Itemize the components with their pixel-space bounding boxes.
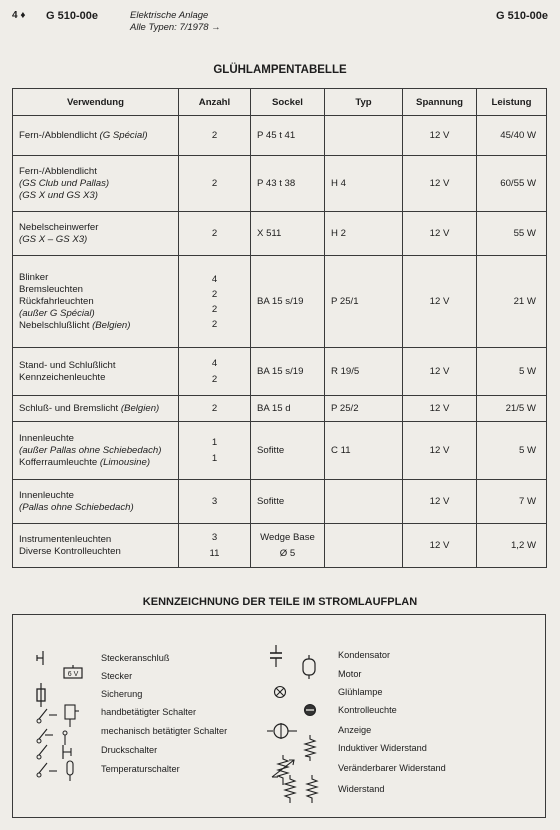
cell-sockel <box>251 256 325 348</box>
cell-spannung <box>403 116 477 156</box>
column-header-leistung: Leistung <box>477 89 547 116</box>
usage-text: Rückfahrleuchten <box>19 295 94 307</box>
count-value: 11 <box>209 547 220 559</box>
spannung-value: 12 V <box>429 178 450 189</box>
sockel-value: Sofitte <box>257 495 285 507</box>
leistung-value: 5 W <box>518 366 536 377</box>
usage-line <box>19 534 172 546</box>
usage-line <box>19 296 172 308</box>
usage-text: Instrumentenleuchten <box>19 533 112 545</box>
sockel-value: Ø 5 <box>279 547 296 559</box>
usage-text: Fern-/Abblendlicht <box>19 129 100 141</box>
legend-label-mechanical-switch: mechanisch betätigter Schalter <box>101 726 228 736</box>
cell-sockel <box>251 524 325 568</box>
cell-spannung <box>403 480 477 524</box>
cell-sockel <box>251 396 325 422</box>
spannung-value: 12 V <box>429 366 450 377</box>
usage-note: (Belgien) <box>92 319 131 331</box>
typ-value: R 19/5 <box>331 366 360 377</box>
sockel-value: BA 15 d <box>257 402 291 414</box>
temperature-switch-icon <box>35 757 75 781</box>
usage-text: Kofferraumleuchte <box>19 456 100 468</box>
table-header-row <box>13 89 547 116</box>
count-value: 2 <box>211 318 218 330</box>
count-value: 3 <box>211 495 218 507</box>
legend-label-fuse: Sicherung <box>101 689 143 699</box>
usage-line <box>19 360 172 372</box>
usage-line <box>19 308 172 320</box>
typ-value: P 25/2 <box>331 403 359 414</box>
usage-line <box>19 166 172 178</box>
cell-typ <box>325 256 403 348</box>
legend-label-inductive-resistor: Induktiver Widerstand <box>338 743 427 753</box>
cell-spannung <box>403 422 477 480</box>
column-header-typ: Typ <box>325 89 403 116</box>
usage-line <box>19 222 172 234</box>
usage-line <box>19 457 172 469</box>
cell-spannung <box>403 524 477 568</box>
usage-note: (GS X und GS X3) <box>19 189 98 201</box>
cell-typ <box>325 524 403 568</box>
cell-typ <box>325 422 403 480</box>
sockel-value: P 43 t 38 <box>257 177 296 189</box>
column-header-verwendung: Verwendung <box>13 89 179 116</box>
legend-label-variable-resistor: Veränderbarer Widerstand <box>338 763 446 773</box>
cell-leistung <box>477 116 547 156</box>
usage-line <box>19 403 172 415</box>
leistung-value: 1,2 W <box>510 540 536 551</box>
sockel-value: X 511 <box>257 227 282 239</box>
cell-leistung <box>477 480 547 524</box>
legend-label-pressure-switch: Druckschalter <box>101 745 158 755</box>
legend-title: KENNZEICHNUNG DER TEILE IM STROMLAUFPLAN <box>142 596 418 608</box>
usage-line <box>19 372 172 384</box>
table-row <box>13 156 547 212</box>
count-value: 1 <box>211 452 218 464</box>
subtitle-line-2: Alle Typen: 7/1978 → <box>130 22 221 33</box>
page-header <box>12 10 548 46</box>
cell-anzahl <box>179 156 251 212</box>
sockel-value: BA 15 s/19 <box>257 295 304 307</box>
table-row <box>13 422 547 480</box>
leistung-value: 45/40 W <box>500 130 536 141</box>
leistung-value: 21 W <box>513 296 536 307</box>
cell-anzahl <box>179 422 251 480</box>
count-value: 3 <box>211 531 218 543</box>
cell-leistung <box>477 396 547 422</box>
cell-anzahl <box>179 396 251 422</box>
spannung-value: 12 V <box>429 130 450 141</box>
usage-line <box>19 433 172 445</box>
count-value: 2 <box>211 129 218 141</box>
resistor-icon <box>305 775 319 803</box>
table-row <box>13 396 547 422</box>
column-header-anzahl: Anzahl <box>179 89 251 116</box>
usage-text: Schluß- und Bremslicht <box>19 402 121 414</box>
usage-line <box>19 490 172 502</box>
usage-line <box>19 320 172 332</box>
table-row <box>13 116 547 156</box>
legend-label-motor: Motor <box>338 669 362 679</box>
usage-text: Innenleuchte <box>19 432 74 444</box>
typ-value: H 2 <box>331 228 346 239</box>
connector-terminal-icon <box>35 651 51 665</box>
legend-label-bulb: Glühlampe <box>338 687 383 697</box>
usage-text: Stand- und Schlußlicht <box>19 359 116 371</box>
plug-symbol-text: 6 V <box>67 671 79 678</box>
document-subtitle <box>130 10 221 34</box>
usage-text: Innenleuchte <box>19 489 74 501</box>
cell-verwendung <box>13 212 179 256</box>
usage-note: (GS X – GS X3) <box>19 233 88 245</box>
usage-line <box>19 130 172 142</box>
spannung-value: 12 V <box>429 403 450 414</box>
usage-text: Blinker <box>19 271 49 283</box>
spannung-value: 12 V <box>429 296 450 307</box>
cell-typ <box>325 396 403 422</box>
cell-spannung <box>403 348 477 396</box>
cell-leistung <box>477 156 547 212</box>
cell-spannung <box>403 256 477 348</box>
legend-label-indicator-lamp: Kontrolleuchte <box>338 705 397 715</box>
cell-typ <box>325 480 403 524</box>
resistor-icon <box>283 775 297 803</box>
count-value: 2 <box>211 303 218 315</box>
plug-icon <box>63 665 83 681</box>
usage-note: (außer G Spécial) <box>19 307 95 319</box>
leistung-value: 55 W <box>513 228 536 239</box>
cell-anzahl <box>179 480 251 524</box>
count-value: 2 <box>211 373 218 385</box>
typ-value: P 25/1 <box>331 296 359 307</box>
usage-line <box>19 272 172 284</box>
legend-label-gauge: Anzeige <box>338 725 372 735</box>
usage-note: (Belgien) <box>120 402 160 414</box>
usage-line <box>19 502 172 514</box>
count-value: 2 <box>211 288 218 300</box>
cell-leistung <box>477 422 547 480</box>
cell-anzahl <box>179 256 251 348</box>
cell-verwendung <box>13 524 179 568</box>
table-body <box>13 116 547 568</box>
leistung-value: 60/55 W <box>500 178 536 189</box>
subtitle-line-1: Elektrische Anlage <box>130 10 209 21</box>
usage-note: (Pallas ohne Schiebedach) <box>19 501 134 513</box>
usage-line <box>19 178 172 190</box>
table-row <box>13 524 547 568</box>
leistung-value: 5 W <box>518 445 536 456</box>
inductive-resistor-icon <box>303 735 317 761</box>
spannung-value: 12 V <box>429 228 450 239</box>
usage-note: (außer Pallas ohne Schiebedach) <box>19 444 162 456</box>
count-value: 1 <box>211 436 218 448</box>
cell-spannung <box>403 212 477 256</box>
column-header-spannung: Spannung <box>403 89 477 116</box>
sockel-value: P 45 t 41 <box>257 129 296 141</box>
usage-text: Fern-/Abblendlicht <box>19 165 97 177</box>
cell-sockel <box>251 348 325 396</box>
cell-anzahl <box>179 212 251 256</box>
cell-typ <box>325 212 403 256</box>
usage-text: Nebelscheinwerfer <box>19 221 99 233</box>
cell-spannung <box>403 156 477 212</box>
cell-sockel <box>251 156 325 212</box>
cell-verwendung <box>13 396 179 422</box>
usage-text: Nebelschlußlicht <box>19 319 93 331</box>
cell-verwendung <box>13 156 179 212</box>
count-value: 2 <box>211 402 218 414</box>
bulb-icon <box>273 685 287 699</box>
cell-sockel <box>251 422 325 480</box>
typ-value: C 11 <box>331 445 351 456</box>
usage-note: (GS Club und Pallas) <box>19 177 110 189</box>
cell-verwendung <box>13 116 179 156</box>
legend-label-connector: Steckeranschluß <box>101 653 170 663</box>
table-row <box>13 256 547 348</box>
cell-typ <box>325 156 403 212</box>
typ-value: H 4 <box>331 178 346 189</box>
capacitor-icon <box>269 645 283 667</box>
count-value: 4 <box>211 273 218 285</box>
count-value: 2 <box>211 227 218 239</box>
usage-line <box>19 234 172 246</box>
cell-sockel <box>251 212 325 256</box>
cell-sockel <box>251 116 325 156</box>
usage-line <box>19 190 172 202</box>
spannung-value: 12 V <box>429 496 450 507</box>
sockel-value: Sofitte <box>257 444 285 456</box>
table-title: GLÜHLAMPENTABELLE <box>213 64 347 76</box>
table-row <box>13 480 547 524</box>
count-value: 2 <box>211 177 218 189</box>
cell-leistung <box>477 256 547 348</box>
page-number: 4 ♦ <box>12 10 26 21</box>
document-code-left: G 510-00e <box>46 10 98 22</box>
cell-verwendung <box>13 348 179 396</box>
usage-note: (G Spécial) <box>99 129 148 141</box>
usage-line <box>19 546 172 558</box>
cell-leistung <box>477 212 547 256</box>
table-row <box>13 348 547 396</box>
sockel-value: BA 15 s/19 <box>257 365 304 377</box>
bulb-table <box>12 88 547 568</box>
legend-box <box>12 614 546 818</box>
cell-leistung <box>477 524 547 568</box>
spannung-value: 12 V <box>429 445 450 456</box>
column-header-sockel: Sockel <box>251 89 325 116</box>
table-row <box>13 212 547 256</box>
usage-line <box>19 445 172 457</box>
cell-spannung <box>403 396 477 422</box>
cell-verwendung <box>13 256 179 348</box>
gauge-icon <box>267 719 297 743</box>
document-code-right: G 510-00e <box>496 10 548 22</box>
legend-label-manual-switch: handbetätigter Schalter <box>101 707 197 717</box>
indicator-lamp-icon <box>303 703 317 717</box>
usage-line <box>19 284 172 296</box>
usage-note: (Limousine) <box>99 456 151 468</box>
sockel-value: Wedge Base <box>260 531 315 543</box>
cell-leistung <box>477 348 547 396</box>
cell-typ <box>325 116 403 156</box>
legend-label-capacitor: Kondensator <box>338 650 391 660</box>
cell-anzahl <box>179 348 251 396</box>
motor-icon <box>301 655 317 679</box>
cell-anzahl <box>179 524 251 568</box>
cell-typ <box>325 348 403 396</box>
cell-verwendung <box>13 480 179 524</box>
legend-label-resistor: Widerstand <box>338 784 385 794</box>
count-value: 4 <box>211 357 218 369</box>
usage-text: Kennzeichenleuchte <box>19 371 106 383</box>
usage-text: Bremsleuchten <box>19 283 83 295</box>
spannung-value: 12 V <box>429 540 450 551</box>
cell-verwendung <box>13 422 179 480</box>
legend-label-temperature-switch: Temperaturschalter <box>101 764 180 774</box>
legend-label-plug: Stecker <box>101 671 133 681</box>
cell-sockel <box>251 480 325 524</box>
usage-text: Diverse Kontrolleuchten <box>19 545 121 557</box>
leistung-value: 7 W <box>518 496 536 507</box>
leistung-value: 21/5 W <box>505 403 536 414</box>
cell-anzahl <box>179 116 251 156</box>
